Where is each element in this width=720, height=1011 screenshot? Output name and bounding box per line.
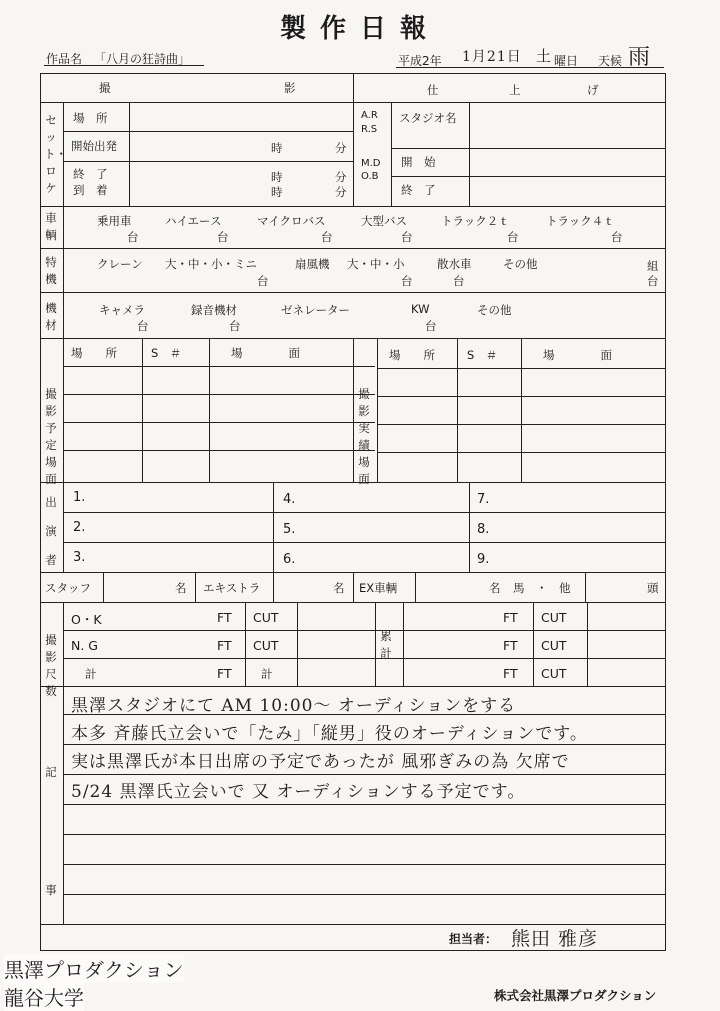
shooting-header-2: 影: [284, 81, 296, 95]
divider: [585, 572, 586, 602]
unit: 台: [401, 230, 413, 244]
cast-9: 9.: [477, 552, 490, 567]
row-line: [63, 542, 665, 543]
vehicle-hiace: ハイエース: [165, 214, 222, 228]
row-line: [63, 864, 665, 865]
divider: [469, 102, 470, 206]
divider: [129, 102, 130, 206]
row-line: [63, 774, 665, 775]
unit: 台: [127, 230, 139, 244]
weekday-label: 曜日: [554, 54, 579, 68]
page-title: 製作日報: [279, 14, 440, 44]
vehicle-bus: 大型バス: [361, 214, 407, 228]
end-label: 終 了: [73, 167, 108, 181]
divider: [521, 338, 522, 482]
divider: [63, 482, 64, 572]
divider: [195, 572, 196, 602]
divider: [391, 102, 392, 206]
divider: [469, 482, 470, 572]
unit: 台: [453, 274, 465, 288]
divider: [209, 338, 210, 482]
row-line: [41, 686, 665, 687]
arrive-label: 到 着: [73, 183, 108, 197]
scene-s: S ＃: [151, 346, 182, 360]
row-line: [63, 804, 665, 805]
ex-car-mei: 名: [489, 581, 501, 595]
divider: [377, 338, 378, 482]
cum-cut-2: CUT: [541, 638, 567, 653]
total-label: 計: [85, 667, 97, 681]
row-line: [63, 658, 665, 659]
row-line: [41, 482, 665, 483]
divider: [353, 74, 354, 206]
finishing-header-1: 仕: [427, 83, 439, 97]
cum-ft-3: FT: [503, 666, 518, 681]
weekday-handwritten: 土: [536, 47, 553, 65]
divider: [415, 572, 416, 602]
crane-size: 大・中・小・ミニ: [165, 257, 257, 271]
ng-ft: FT: [217, 638, 232, 653]
sprinkler-label: 散水車: [437, 257, 472, 271]
weather-label: 天候: [598, 54, 623, 68]
note-line-2: 本多 斉藤氏立会いで「たみ」「縦男」役のオーディションです。: [71, 724, 588, 744]
extra-mei: 名: [333, 581, 345, 595]
vehicle-truck2: トラック２ｔ: [441, 214, 510, 228]
unit: 台: [229, 319, 241, 333]
other-label: その他: [503, 257, 538, 271]
end-fun: 分: [335, 170, 347, 184]
cast-3: 3.: [73, 550, 86, 565]
report-form: [40, 73, 666, 951]
total-ft: FT: [217, 666, 232, 681]
work-label: 作品名: [46, 52, 83, 66]
cast-2: 2.: [73, 520, 86, 535]
unit: 台: [321, 230, 333, 244]
work-title: 「八月の狂詩曲」: [94, 52, 191, 66]
row-line: [63, 366, 375, 367]
fan-size: 大・中・小: [347, 257, 405, 271]
extra-label: エキストラ: [203, 581, 261, 595]
kumi-label: 組: [647, 259, 659, 273]
row-line: [63, 131, 353, 132]
work-underline: [44, 65, 204, 66]
set-loca-side: セット・ロケ: [44, 113, 67, 195]
weather-handwritten: 雨: [628, 45, 652, 70]
divider: [403, 602, 404, 686]
row-line: [377, 452, 665, 453]
watermark-line-2: 龍谷大学: [4, 982, 84, 1011]
generator-label: ゼネレーター: [281, 303, 350, 317]
charge-name: 熊田 雅彦: [511, 928, 599, 950]
plan-side: 撮影予定場面: [45, 387, 57, 486]
divider: [533, 602, 534, 686]
vehicle-car: 乗用車: [97, 214, 132, 228]
cum-ft-1: FT: [503, 610, 518, 625]
scene-place: 場 所: [389, 348, 435, 362]
row-line: [391, 148, 665, 149]
arrive-ji: 時: [271, 185, 283, 199]
divider: [353, 338, 354, 482]
cum-ft-2: FT: [503, 638, 518, 653]
md-label: M.D: [361, 158, 381, 169]
note-line-4: 5/24 黒澤氏立会いで 又 オーディションする予定です。: [71, 782, 526, 802]
footage-side: 撮影尺数: [45, 633, 57, 698]
row-line: [41, 602, 665, 603]
other-label: その他: [477, 303, 512, 317]
unit: 台: [137, 319, 149, 333]
row-line: [63, 834, 665, 835]
ar-label: A.R: [361, 110, 378, 121]
note-line-3: 実は黒澤氏が本日出席の予定であったが 風邪ぎみの為 欠席で: [71, 752, 570, 772]
row-line: [377, 368, 665, 369]
studio-label: スタジオ名: [399, 111, 457, 125]
cast-8: 8.: [477, 522, 490, 537]
cast-4: 4.: [283, 492, 296, 507]
total-total: 計: [261, 667, 273, 681]
cast-1: 1.: [73, 490, 86, 505]
divider: [457, 338, 458, 482]
date-handwritten: 1月21日: [462, 49, 522, 65]
ob-label: O.B: [361, 171, 379, 182]
divider: [297, 602, 298, 686]
row-line: [41, 102, 665, 103]
special-side: 特機: [45, 255, 57, 286]
sound-label: 録音機材: [191, 303, 237, 317]
row-line: [391, 176, 665, 177]
divider: [63, 102, 64, 206]
ok-cut: CUT: [253, 610, 279, 625]
divider: [273, 572, 274, 602]
charge-label: 担当者：: [449, 932, 498, 946]
unit: 台: [401, 274, 413, 288]
finish-label: 終 了: [401, 183, 436, 197]
finishing-header-3: げ: [587, 83, 599, 97]
unit: 台: [647, 274, 659, 288]
cast-6: 6.: [283, 552, 296, 567]
vehicles-side: 車輌: [45, 211, 57, 242]
divider: [587, 602, 588, 686]
scene-place: 場 所: [71, 346, 117, 360]
vehicle-microbus: マイクロバス: [257, 214, 326, 228]
row-line: [63, 894, 665, 895]
end-ji: 時: [271, 170, 283, 184]
unit: 台: [217, 230, 229, 244]
arrive-fun: 分: [335, 185, 347, 199]
equipment-side: 機材: [45, 301, 57, 332]
depart-ji: 時: [271, 141, 283, 155]
start-label: 開 始: [401, 155, 436, 169]
horse-tou: 頭: [647, 581, 659, 595]
unit: 台: [257, 274, 269, 288]
cast-side: 出演者: [45, 495, 57, 567]
staff-mei: 名: [175, 581, 187, 595]
divider: [375, 602, 376, 686]
row-line: [63, 744, 665, 745]
divider: [63, 686, 64, 924]
company-name: 株式会社黒澤プロダクション: [494, 988, 657, 1003]
scene-scene: 場 面: [231, 346, 300, 360]
ok-ft: FT: [217, 610, 232, 625]
row-line: [377, 424, 665, 425]
shooting-header-1: 撮: [99, 81, 111, 95]
note-line-1: 黒澤スタジオにて AM 10:00〜 オーディションをする: [71, 696, 517, 716]
kw-label: KW: [411, 302, 430, 316]
fan-label: 扇風機: [295, 257, 330, 271]
ng-label: N. G: [71, 638, 98, 653]
notes-side-1: 記: [45, 765, 57, 779]
divider: [142, 338, 143, 482]
unit: 台: [507, 230, 519, 244]
unit: 台: [611, 230, 623, 244]
cast-5: 5.: [283, 522, 296, 537]
row-line: [63, 422, 375, 423]
row-line: [63, 630, 665, 631]
row-line: [63, 161, 353, 162]
cumulative-side: 累計: [380, 629, 392, 660]
unit: 台: [425, 319, 437, 333]
actual-side: 撮影実績場面: [358, 387, 370, 486]
scene-scene: 場 面: [543, 348, 612, 362]
row-line: [63, 450, 375, 451]
depart-fun: 分: [335, 141, 347, 155]
row-line: [377, 396, 665, 397]
cast-7: 7.: [477, 492, 490, 507]
rs-label: R.S: [361, 124, 378, 135]
horse-label: 馬 ・ 他: [513, 581, 571, 595]
divider: [353, 572, 354, 602]
row-line: [41, 292, 665, 293]
row-line: [41, 206, 665, 207]
row-line: [63, 512, 665, 513]
crane-label: クレーン: [97, 257, 143, 271]
cum-cut-1: CUT: [541, 610, 567, 625]
divider: [273, 482, 274, 572]
watermark-line-1: 黒澤プロダクション: [4, 954, 184, 983]
ex-car-label: EX車輌: [359, 581, 398, 595]
staff-label: スタッフ: [45, 581, 91, 595]
date-underline: [396, 67, 664, 68]
ng-cut: CUT: [253, 638, 279, 653]
vehicle-truck4: トラック４ｔ: [546, 214, 615, 228]
row-line: [63, 394, 375, 395]
row-line: [41, 248, 665, 249]
camera-label: キャメラ: [99, 303, 145, 317]
era: 平成2年: [398, 54, 442, 68]
notes-side-2: 事: [45, 883, 57, 897]
cum-cut-3: CUT: [541, 666, 567, 681]
ok-label: O・K: [71, 612, 102, 627]
scene-s: S ＃: [467, 348, 498, 362]
place-label: 場 所: [73, 111, 108, 125]
finishing-header-2: 上: [509, 83, 521, 97]
divider: [245, 602, 246, 686]
depart-label: 開始出発: [71, 139, 117, 153]
divider: [103, 572, 104, 602]
